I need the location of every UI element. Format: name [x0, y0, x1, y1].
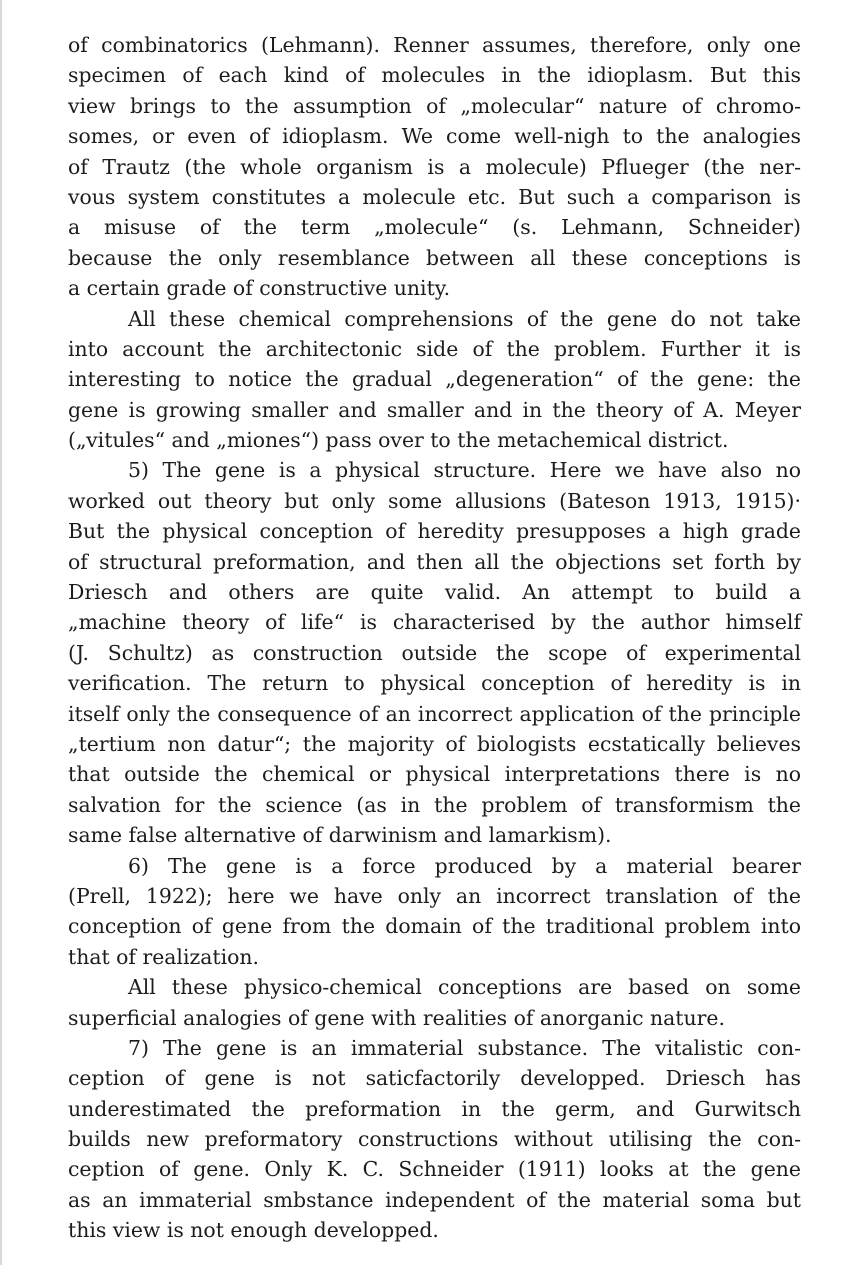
text-line: 6) The gene is a force produced by a material bearer [128, 853, 801, 878]
text-line: All these chemical comprehensions of the gene do not take [128, 306, 801, 331]
text-line: gene is growing smaller and smaller and in the theory of A. Meyer [68, 397, 801, 422]
text-line: salvation for the science (as in the problem of transformism the [68, 792, 801, 817]
text-line: „tertium non datur“; the majority of biologists ecstatically believes [68, 731, 801, 756]
text-line: underestimated the preformation in the germ, and Gurwitsch [68, 1096, 801, 1121]
text-line: conception of gene from the domain of the traditional problem into [68, 914, 801, 939]
text-line: of Trautz (the whole organism is a molecule) Pflueger (the ner- [68, 154, 801, 179]
text-line: as an immaterial smbstance independent of the material soma but [68, 1187, 801, 1212]
text-line: ception of gene is not saticfactorily developped. Driesch has [68, 1066, 801, 1091]
text-line: („vitules“ and „miones“) pass over to the metachemical district. [68, 428, 729, 453]
text-line: itself only the consequence of an incorrect application of the principle [68, 701, 801, 726]
text-line: superficial analogies of gene with realities of anorganic nature. [68, 1005, 725, 1030]
text-line: same false alternative of darwinism and lamarkism). [68, 823, 612, 848]
text-line: 7) The gene is an immaterial substance. The vitalistic con- [128, 1035, 801, 1060]
text-line: a misuse of the term „molecule“ (s. Lehmann, Schneider) [68, 215, 801, 240]
text-line: that outside the chemical or physical interpretations there is no [68, 762, 801, 787]
text-line: verification. The return to physical conception of heredity is in [68, 671, 801, 696]
text-line: somes, or even of idioplasm. We come well-nigh to the analogies [68, 124, 801, 149]
text-line: ception of gene. Only K. C. Schneider (1911) looks at the gene [68, 1157, 801, 1182]
text-line: builds new preformatory constructions without utilising the con- [68, 1127, 801, 1152]
text-line: „machine theory of life“ is characterised by the author himself [68, 610, 801, 635]
text-line: into account the architectonic side of the problem. Further it is [68, 336, 801, 361]
text-line: specimen of each kind of molecules in the idioplasm. But this [68, 63, 801, 88]
text-line: 5) The gene is a physical structure. Here we have also no [128, 458, 801, 483]
text-line: Driesch and others are quite valid. An attempt to build a [68, 580, 801, 605]
text-line: of combinatorics (Lehmann). Renner assumes, therefore, only one [68, 33, 801, 57]
text-line: because the only resemblance between all these conceptions is [68, 245, 801, 270]
text-line: that of realization. [68, 944, 259, 969]
text-line: All these physico-chemical conceptions are based on some [128, 975, 801, 1000]
text-line: view brings to the assumption of „molecular“ nature of chromo- [68, 93, 801, 118]
text-line: vous system constitutes a molecule etc. But such a comparison is [68, 184, 801, 209]
text-line: a certain grade of constructive unity. [68, 276, 451, 301]
text-line: of structural preformation, and then all the objections set forth by [68, 549, 801, 574]
text-line: (J. Schultz) as construction outside the scope of experimental [68, 640, 801, 665]
text-line: worked out theory but only some allusions (Bateson 1913, 1915)· [68, 488, 801, 513]
body-text [68, 30, 801, 1246]
text-line: (Prell, 1922); here we have only an incorrect translation of the [68, 883, 801, 908]
text-line: this view is not enough developped. [68, 1218, 439, 1243]
text-line: interesting to notice the gradual „degeneration“ of the gene: the [68, 367, 801, 392]
text-line: But the physical conception of heredity presupposes a high grade [68, 519, 801, 544]
